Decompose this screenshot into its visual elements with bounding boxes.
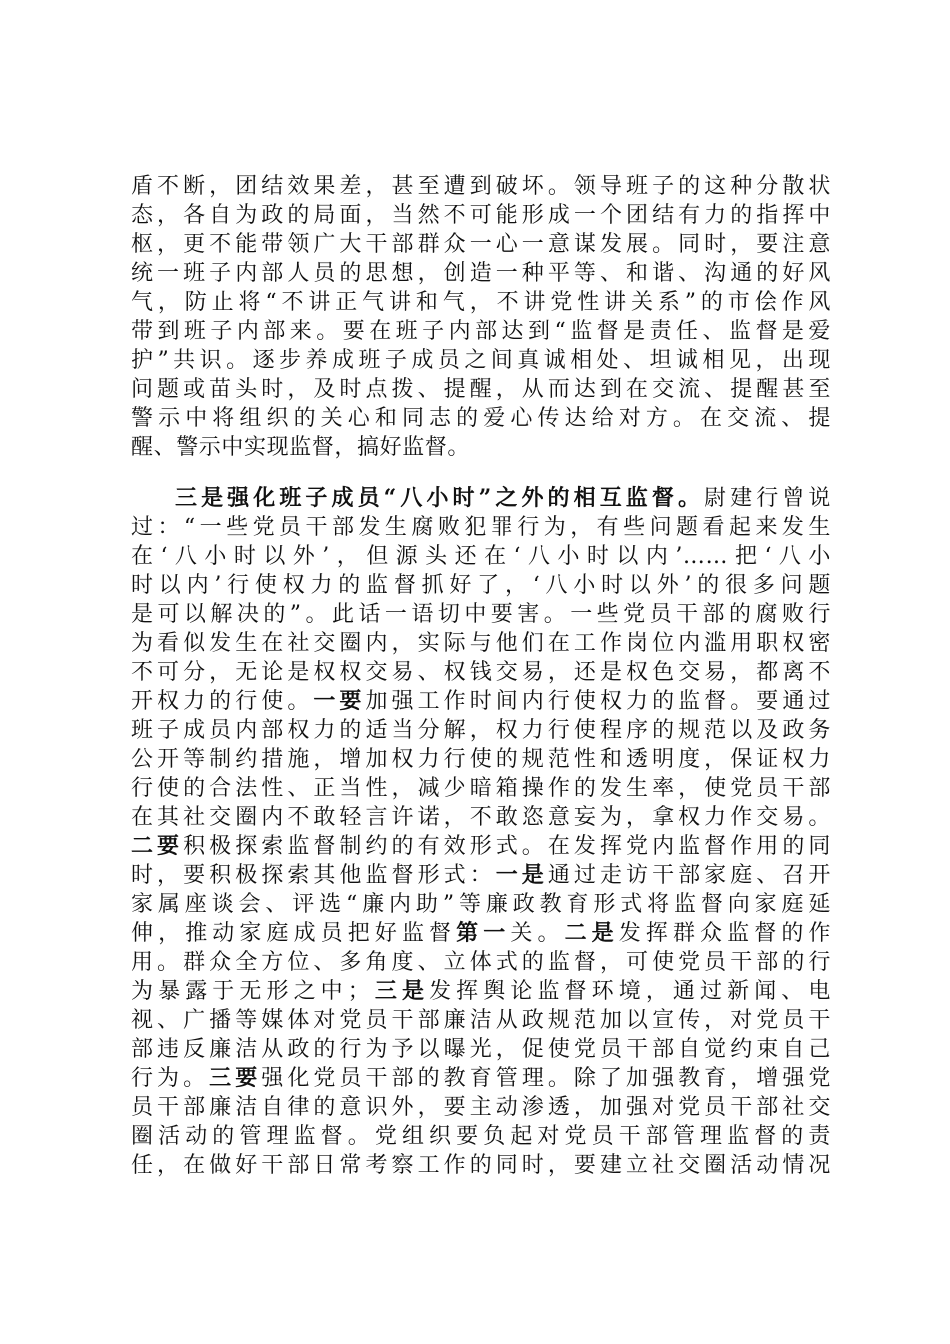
text-run: 尉建行曾说 — [704, 486, 831, 511]
text-line: 用。群众全方位、多角度、立体式的监督，可使党员干部的行 — [131, 950, 831, 975]
text-line: 是可以解决的”。此话一语切中要害。一些党员干部的腐败行 — [131, 602, 831, 627]
text-run: 关。 — [510, 921, 565, 946]
bold-marker: 三要 — [209, 1065, 262, 1091]
text-run: 时，要积极探索其他监督形式： — [131, 863, 496, 888]
text-line: 班子成员内部权力的适当分解，权力行使程序的规范以及政务 — [131, 718, 831, 743]
text-line: 公开等制约措施，增加权力行使的规范性和透明度，保证权力 — [131, 747, 831, 772]
text-line: 时以内’行使权力的监督抓好了，‘八小时以外’的很多问题 — [131, 573, 831, 598]
text-line: 带到班子内部来。要在班子内部达到“监督是责任、监督是爱 — [131, 319, 831, 344]
text-run: 开权力的行使。 — [131, 689, 314, 714]
paragraph-2 — [131, 484, 831, 1180]
text-line: 气，防止将“不讲正气讲和气，不讲党性讲关系”的市侩作风 — [131, 290, 831, 315]
text-run: 伸，推动家庭成员把好监督 — [131, 921, 457, 946]
text-line: 在其社交圈内不敢轻言许诺，不敢恣意妄为，拿权力作交易。 — [131, 805, 831, 830]
text-line: 在‘八小时以外’，但源头还在‘八小时以内’……把‘八小 — [131, 544, 831, 569]
text-line: 醒、警示中实现监督，搞好监督。 — [131, 435, 471, 460]
text-run: 发挥群众监督的作 — [618, 921, 832, 946]
bold-marker: 三是 — [370, 978, 430, 1004]
text-line: 员干部廉洁自律的意识外，要主动渗透，加强对党员干部社交 — [131, 1095, 831, 1120]
text-run: 通过走访干部家庭、召开 — [547, 863, 831, 888]
text-line: 任，在做好干部日常考察工作的同时，要建立社交圈活动情况 — [131, 1153, 831, 1178]
text-line: 统一班子内部人员的思想，创造一种平等、和谐、沟通的好风 — [131, 261, 831, 286]
text-line: 态，各自为政的局面，当然不可能形成一个团结有力的指挥中 — [131, 203, 831, 228]
text-run: 发挥舆论监督环境，通过新闻、电 — [429, 979, 831, 1004]
bold-marker: 一要 — [313, 688, 366, 714]
bold-marker: 一是 — [495, 862, 548, 888]
text-line — [131, 484, 831, 513]
text-line — [131, 832, 831, 861]
text-line: 圈活动的管理监督。党组织要负起对党员干部管理监督的责 — [131, 1124, 831, 1149]
text-line: 视、广播等媒体对党员干部廉洁从政规范加以宣传，对党员干 — [131, 1008, 831, 1033]
text-line: 过：“一些党员干部发生腐败犯罪行为，有些问题看起来发生 — [131, 515, 831, 540]
text-run: 行为。 — [131, 1066, 210, 1091]
text-line: 行使的合法性、正当性，减少暗箱操作的发生率，使党员干部 — [131, 776, 831, 801]
bold-marker: 第一 — [456, 920, 511, 946]
text-run: 积极探索监督制约的有效形式。在发挥党内监督作用的同 — [183, 834, 831, 859]
bold-marker: 二要 — [131, 833, 184, 859]
text-line: 盾不断，团结效果差，甚至遭到破坏。领导班子的这种分散状 — [131, 174, 831, 199]
bold-heading: 三是强化班子成员“八小时”之外的相互监督。 — [175, 485, 705, 511]
text-line: 枢，更不能带领广大干部群众一心一意谋发展。同时，要注意 — [131, 232, 831, 257]
text-line — [131, 687, 831, 716]
text-line — [131, 977, 831, 1006]
paragraph-1 — [131, 172, 831, 462]
text-run: 强化党员干部的教育管理。除了加强教育，增强党 — [261, 1066, 831, 1091]
text-line: 家属座谈会、评选“廉内助”等廉政教育形式将监督向家庭延 — [131, 892, 831, 917]
text-line: 为看似发生在社交圈内，实际与他们在工作岗位内滥用职权密 — [131, 631, 831, 656]
text-line: 警示中将组织的关心和同志的爱心传达给对方。在交流、提 — [131, 406, 831, 431]
text-line — [131, 1064, 831, 1093]
text-run: 加强工作时间内行使权力的监督。要通过 — [365, 689, 831, 714]
text-run: 为暴露于无形之中； — [131, 979, 371, 1004]
text-line: 不可分，无论是权权交易、权钱交易，还是权色交易，都离不 — [131, 660, 831, 685]
text-line: 部违反廉洁从政的行为予以曝光，促使党员干部自觉约束自己 — [131, 1037, 831, 1062]
text-line: 护”共识。逐步养成班子成员之间真诚相处、坦诚相见，出现 — [131, 348, 831, 373]
bold-marker: 二是 — [564, 920, 619, 946]
text-line: 问题或苗头时，及时点拨、提醒，从而达到在交流、提醒甚至 — [131, 377, 831, 402]
text-line — [131, 861, 831, 890]
text-line — [131, 919, 831, 948]
